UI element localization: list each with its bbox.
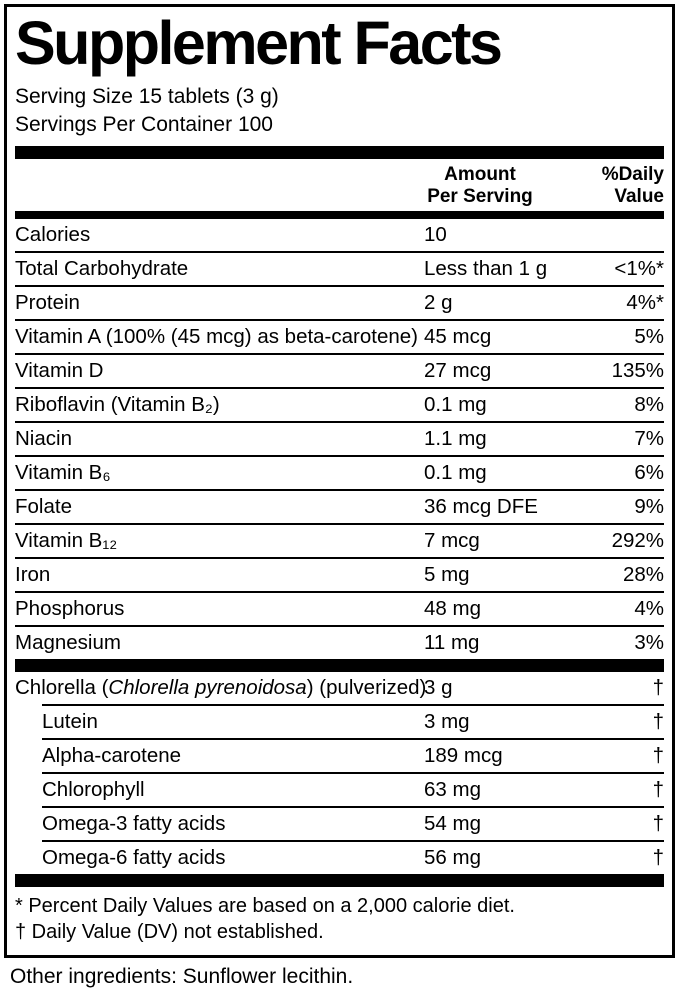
table-row-riboflavin: [15, 387, 664, 421]
table-row-omega-3: [42, 806, 664, 840]
nutrient-dv: †: [652, 675, 664, 699]
nutrient-amount: 54 mg: [424, 811, 481, 835]
other-ingredients: Other ingredients: Sunflower lecithin.: [10, 964, 354, 988]
nutrient-dv: 4%: [634, 596, 664, 620]
serving-size: Serving Size 15 tablets (3 g): [15, 84, 279, 108]
divider-thick-middle: [15, 659, 664, 672]
amount-header-line2: Per Serving: [427, 185, 533, 207]
table-row-iron: [15, 557, 664, 591]
dv-header-line2: Value: [614, 185, 664, 207]
footnote-dv-not-established: † Daily Value (DV) not established.: [15, 920, 324, 943]
chlorella-components: [42, 704, 664, 874]
nutrient-name: Alpha-carotene: [42, 743, 182, 767]
footnote-daily-values: * Percent Daily Values are based on a 2,000 calorie diet.: [15, 894, 515, 917]
footnotes: [15, 887, 664, 949]
nutrient-dv: †: [652, 743, 664, 767]
dv-column-header: [568, 164, 664, 208]
nutrient-amount: 7 mcg: [424, 528, 480, 552]
nutrient-dv: <1%*: [614, 256, 664, 280]
table-row-vitamin-b12: [15, 523, 664, 557]
nutrient-dv: [568, 219, 664, 251]
nutrient-name: Phosphorus: [15, 596, 125, 620]
nutrient-name: Chlorophyll: [42, 777, 145, 801]
nutrient-name: Protein: [15, 290, 80, 314]
nutrient-amount: 189 mcg: [424, 743, 503, 767]
nutrient-amount: 11 mg: [424, 630, 480, 654]
table-row-total-carbohydrate: [15, 251, 664, 285]
nutrient-name: Niacin: [15, 426, 72, 450]
nutrient-amount: 27 mcg: [424, 358, 492, 382]
nutrient-name: [15, 672, 427, 704]
nutrient-name: Omega-6 fatty acids: [42, 845, 226, 869]
chlorella-latin-name: Chlorella pyrenoidosa: [108, 675, 307, 699]
table-row-protein: [15, 285, 664, 319]
nutrient-dv: 6%: [634, 460, 664, 484]
table-row-vitamin-a: [15, 319, 664, 353]
nutrient-dv: 135%: [611, 358, 664, 382]
amount-header-line1: Amount: [444, 163, 516, 185]
nutrient-dv: 28%: [622, 562, 664, 586]
nutrient-name: Lutein: [42, 709, 98, 733]
amount-column-header: [424, 164, 536, 208]
table-row-vitamin-b6: [15, 455, 664, 489]
nutrient-amount: 0.1 mg: [424, 460, 487, 484]
column-headers: [15, 159, 664, 211]
nutrient-amount: 56 mg: [424, 845, 481, 869]
nutrient-amount: 5 mg: [424, 562, 470, 586]
nutrient-amount: 2 g: [424, 290, 453, 314]
divider-thick-bottom: [15, 874, 664, 887]
nutrient-amount: 45 mcg: [424, 324, 492, 348]
chlorella-suffix: ) (pulverized): [306, 675, 427, 699]
divider-medium: [15, 211, 664, 219]
panel-title: Supplement Facts: [15, 9, 501, 77]
nutrient-amount: 36 mcg DFE: [424, 494, 538, 518]
nutrient-name: Omega-3 fatty acids: [42, 811, 226, 835]
nutrient-dv: 3%: [634, 630, 664, 654]
chlorella-prefix: Chlorella (: [15, 675, 109, 699]
nutrient-name: Total Carbohydrate: [15, 256, 189, 280]
nutrient-name: Riboflavin (Vitamin B₂): [15, 392, 220, 416]
nutrient-amount: 63 mg: [424, 777, 481, 801]
table-row-omega-6: [42, 840, 664, 874]
table-row-vitamin-d: [15, 353, 664, 387]
nutrient-dv: 8%: [634, 392, 664, 416]
nutrient-dv: †: [652, 709, 664, 733]
nutrient-name: Magnesium: [15, 630, 121, 654]
dv-header-line1: %Daily: [601, 163, 664, 185]
nutrient-name: Vitamin B₆: [15, 460, 111, 484]
table-row-phosphorus: [15, 591, 664, 625]
nutrient-dv: †: [652, 845, 664, 869]
nutrient-dv: †: [652, 811, 664, 835]
nutrient-dv: 7%: [634, 426, 664, 450]
header-spacer: [15, 164, 424, 208]
nutrient-amount: 1.1 mg: [424, 426, 487, 450]
nutrient-amount: 0.1 mg: [424, 392, 487, 416]
nutrient-name: Vitamin B₁₂: [15, 528, 118, 552]
table-row-magnesium: [15, 625, 664, 659]
table-row-lutein: [42, 704, 664, 738]
supplement-facts-panel: [4, 4, 675, 958]
nutrient-dv: †: [652, 777, 664, 801]
nutrient-name: Folate: [15, 494, 72, 518]
nutrient-dv: 292%: [611, 528, 664, 552]
nutrient-name: Iron: [15, 562, 51, 586]
nutrient-name: Vitamin D: [15, 358, 104, 382]
nutrient-dv: 5%: [634, 324, 664, 348]
nutrient-dv: 4%*: [626, 290, 664, 314]
nutrient-name: Vitamin A (100% (45 mcg) as beta-carotene): [15, 324, 418, 348]
table-row-chlorophyll: [42, 772, 664, 806]
nutrient-table: [15, 219, 664, 659]
table-row-chlorella: [15, 672, 664, 704]
nutrient-amount: 3 mg: [424, 709, 470, 733]
nutrient-name: Calories: [15, 222, 91, 246]
divider-thick-top: [15, 146, 664, 159]
nutrient-amount: 10: [424, 222, 447, 246]
table-row-folate: [15, 489, 664, 523]
servings-per-container: Servings Per Container 100: [15, 112, 273, 136]
nutrient-amount: 48 mg: [424, 596, 481, 620]
table-row-calories: [15, 219, 664, 251]
nutrient-dv: 9%: [634, 494, 664, 518]
nutrient-amount: 3 g: [424, 675, 453, 699]
nutrient-amount: Less than 1 g: [424, 256, 548, 280]
table-row-alpha-carotene: [42, 738, 664, 772]
table-row-niacin: [15, 421, 664, 455]
